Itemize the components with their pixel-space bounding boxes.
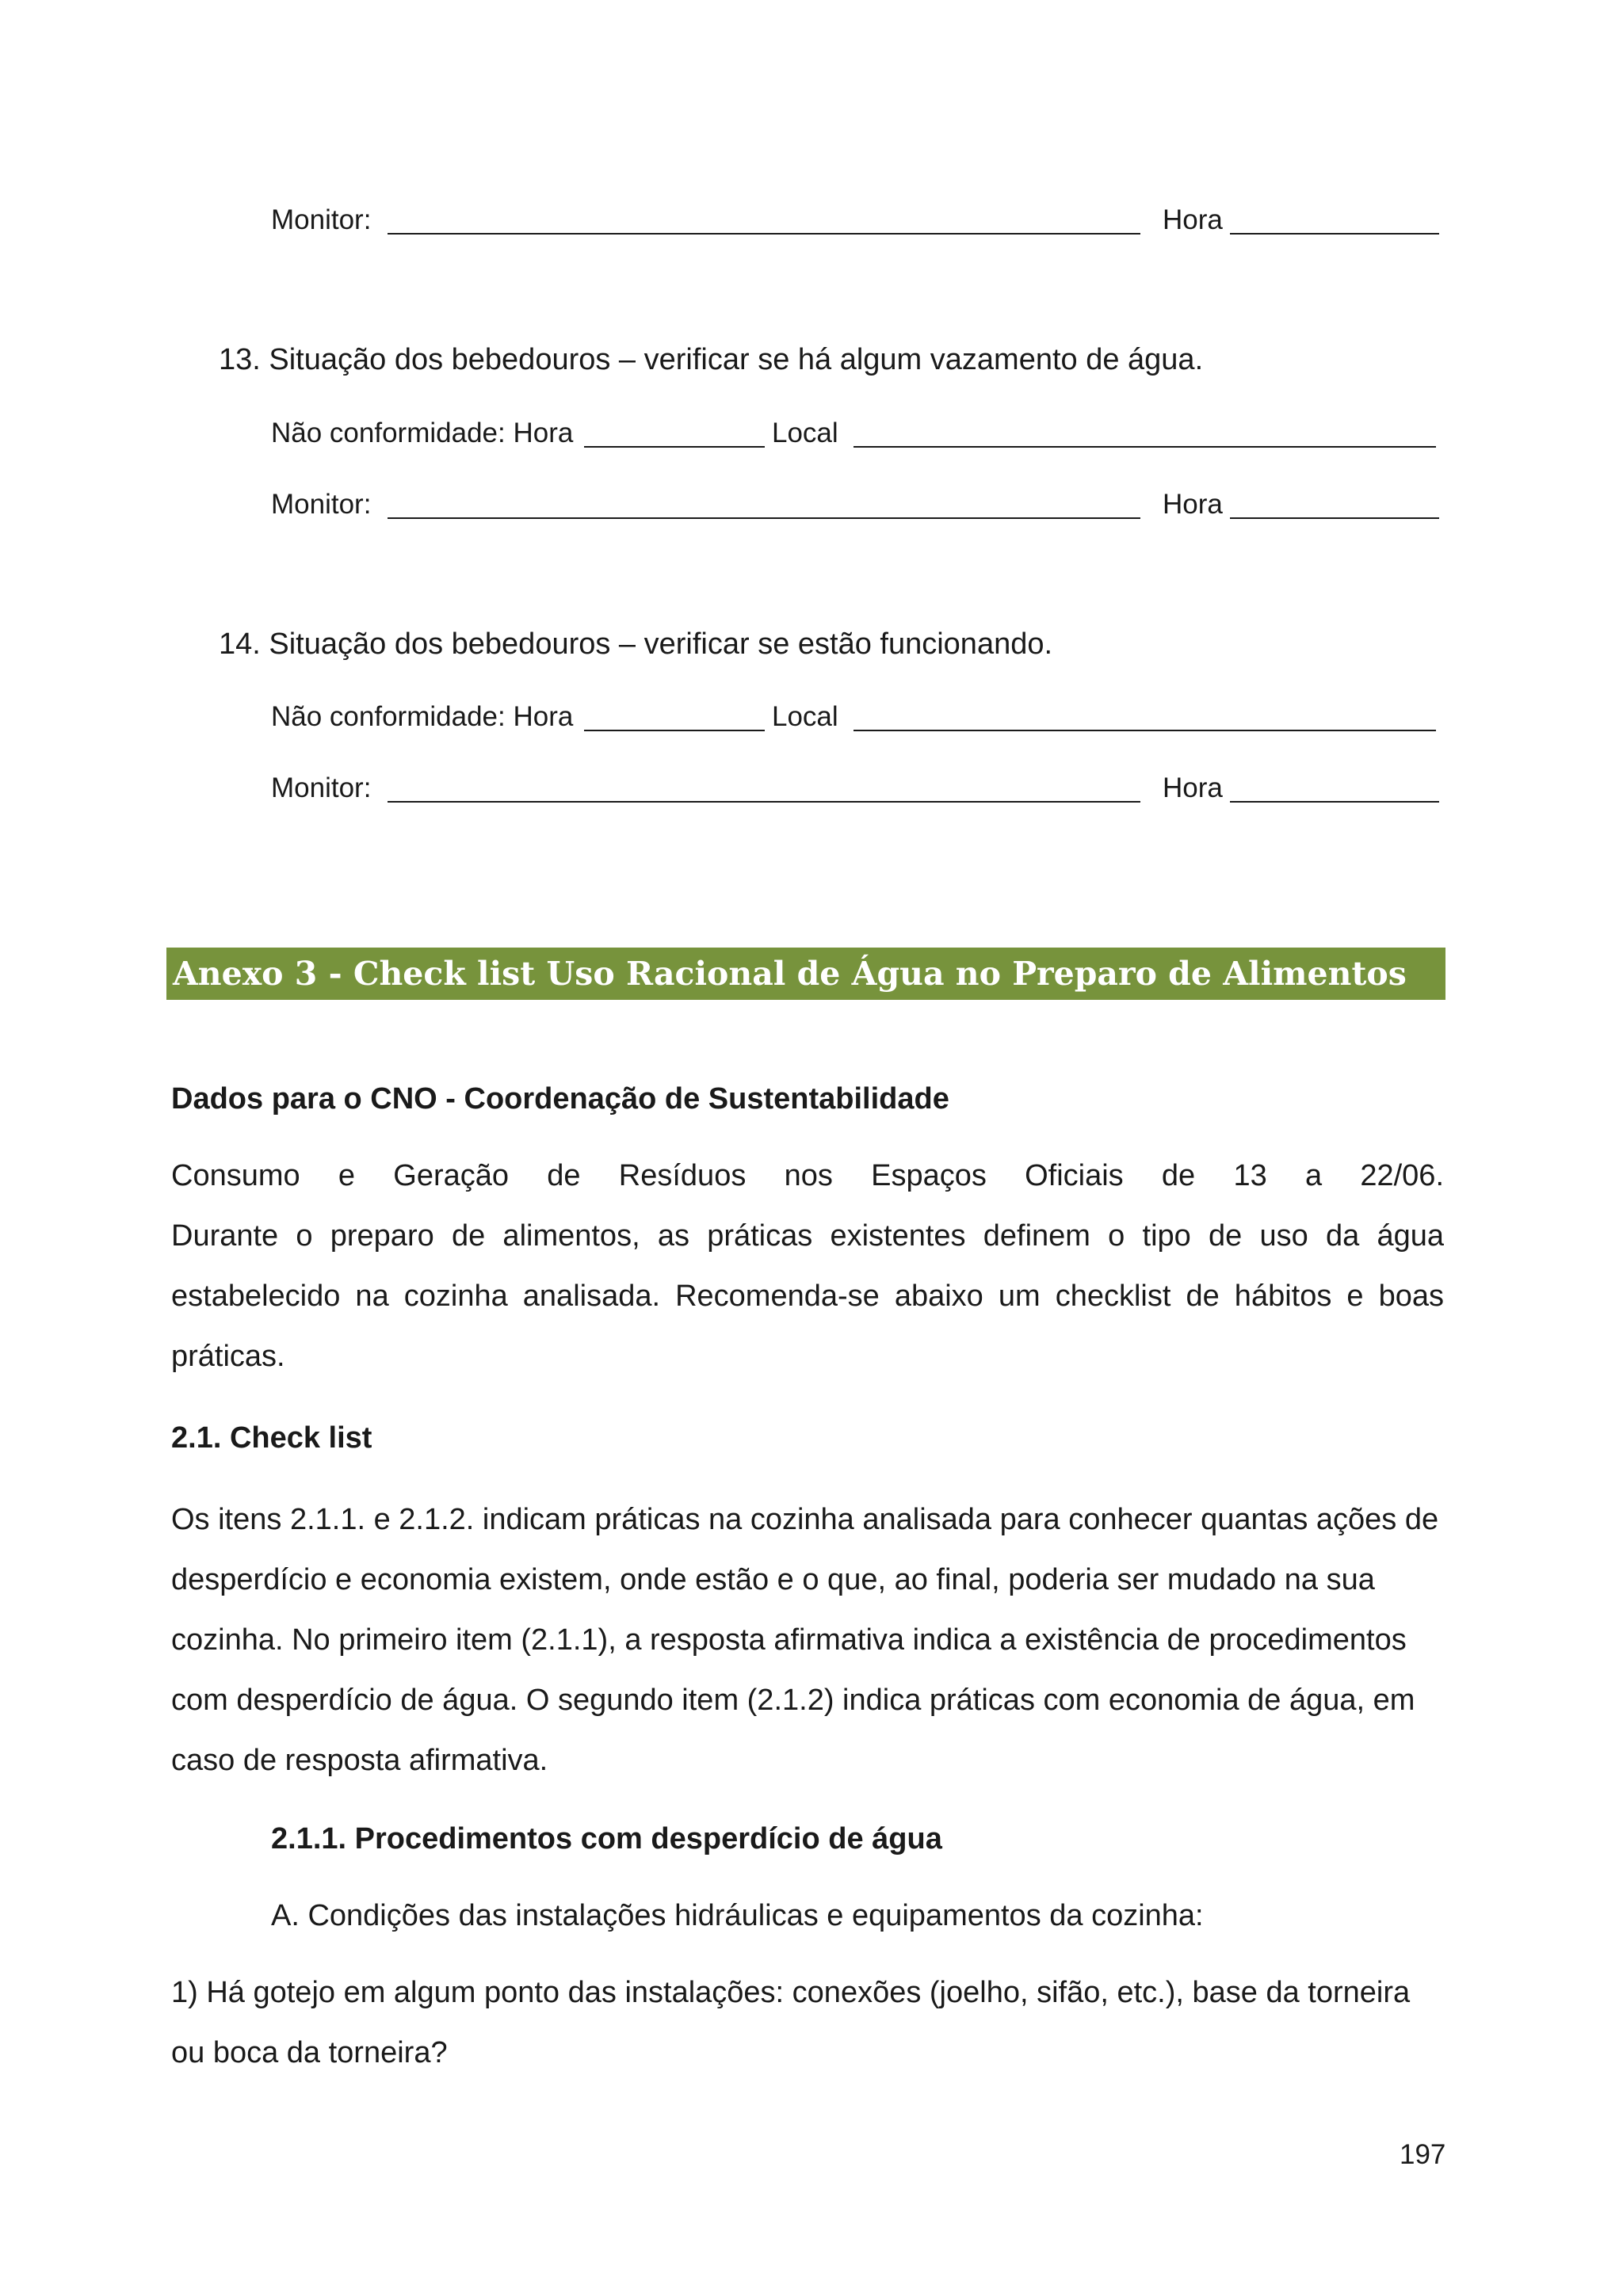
- page-number: 197: [1400, 2139, 1446, 2170]
- item-13-local-blank[interactable]: [854, 446, 1436, 448]
- para1-line-1: Consumo e Geração de Resíduos nos Espaços Oficiais de 13 a 22/06.: [171, 1159, 1444, 1192]
- question-1-line-1: 1) Há gotejo em algum ponto das instalações: conexões (joelho, sifão, etc.), base da torneira: [171, 1976, 1411, 2009]
- hora-blank[interactable]: [1230, 233, 1439, 235]
- para2-line-2: desperdício e economia existem, onde estão e o que, ao final, poderia ser mudado na sua: [171, 1563, 1375, 1596]
- item-14-hora-label: Hora: [1163, 772, 1223, 803]
- section-subtitle: Dados para o CNO - Coordenação de Sustentabilidade: [171, 1082, 949, 1116]
- para1-line-2: Durante o preparo de alimentos, as práticas existentes definem o tipo de uso da água: [171, 1219, 1444, 1253]
- checklist-heading: 2.1. Check list: [171, 1421, 372, 1455]
- annex-heading: Anexo 3 - Check list Uso Racional de Água no Preparo de Alimentos: [166, 948, 1445, 1000]
- sub-heading: 2.1.1. Procedimentos com desperdício de água: [271, 1822, 942, 1855]
- para1-line-3: estabelecido na cozinha analisada. Recomenda-se abaixo um checklist de hábitos e boas: [171, 1280, 1444, 1313]
- para1-line-4: práticas.: [171, 1340, 285, 1373]
- item-13-title: 13. Situação dos bebedouros – verificar se há algum vazamento de água.: [219, 343, 1204, 376]
- item-14-monitor-blank[interactable]: [388, 801, 1140, 803]
- item-13-monitor-blank[interactable]: [388, 517, 1140, 519]
- item-13-hora-blank[interactable]: [1230, 517, 1439, 519]
- item-a: A. Condições das instalações hidráulicas e equipamentos da cozinha:: [271, 1899, 1204, 1932]
- item-13-hora-label: Hora: [1163, 489, 1223, 520]
- item-13-local-label: Local: [772, 418, 838, 448]
- para2-line-3: cozinha. No primeiro item (2.1.1), a resposta afirmativa indica a existência de procedimentos: [171, 1623, 1407, 1657]
- item-13-nc-label: Não conformidade: Hora: [271, 418, 574, 448]
- item-14-monitor-label: Monitor:: [271, 772, 372, 803]
- item-14-nc-hora-blank[interactable]: [584, 730, 765, 731]
- question-1-line-2: ou boca da torneira?: [171, 2036, 448, 2069]
- item-14-title: 14. Situação dos bebedouros – verificar se estão funcionando.: [219, 627, 1053, 661]
- para2-line-1: Os itens 2.1.1. e 2.1.2. indicam práticas na cozinha analisada para conhecer quantas ações de: [171, 1503, 1439, 1536]
- item-13-nc-hora-blank[interactable]: [584, 446, 765, 448]
- para2-line-5: caso de resposta afirmativa.: [171, 1744, 548, 1777]
- monitor-label: Monitor:: [271, 204, 372, 235]
- item-14-local-blank[interactable]: [854, 730, 1436, 731]
- item-13-monitor-label: Monitor:: [271, 489, 372, 520]
- item-14-local-label: Local: [772, 701, 838, 732]
- item-14-hora-blank[interactable]: [1230, 801, 1439, 803]
- para2-line-4: com desperdício de água. O segundo item (2.1.2) indica práticas com economia de água, em: [171, 1684, 1415, 1717]
- item-14-nc-label: Não conformidade: Hora: [271, 701, 574, 732]
- monitor-blank[interactable]: [388, 233, 1140, 235]
- hora-label: Hora: [1163, 204, 1223, 235]
